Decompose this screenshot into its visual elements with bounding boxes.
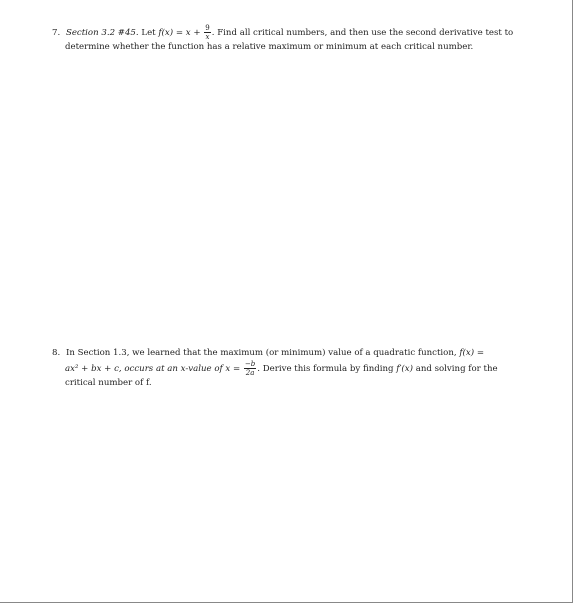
problem-8-derive-text: . Derive this formula by finding [257, 364, 394, 374]
problem-8-function: f(x) = [459, 348, 485, 358]
problem-7-frac-numerator: 9 [205, 24, 210, 32]
problem-7-line-1 [52, 24, 538, 41]
problem-8-line-3: critical number of f. [65, 378, 152, 388]
problem-7-line-2: determine whether the function has a relative maximum or minimum at each critical number. [65, 42, 474, 52]
problem-8-quadratic: ax² + bx + c, occurs at an x-value of [65, 364, 223, 374]
problem-8-number: 8. [52, 348, 61, 358]
problem-7-function: f(x) = x + [158, 28, 201, 38]
problem-8-solving-text: and solving for the [415, 364, 498, 374]
problem-8-derivative: f′(x) [396, 364, 413, 374]
problem-8 [52, 347, 538, 390]
problem-7 [52, 24, 538, 54]
problem-7-frac-denominator: x [205, 33, 210, 41]
problem-8-x-equals: x = [225, 364, 241, 374]
problem-8-line-2 [52, 360, 538, 377]
problem-7-fraction [204, 24, 210, 41]
problem-7-source: Section 3.2 #45. [65, 28, 139, 38]
problem-7-line-1-rest: . Find all critical numbers, and then use the second derivative test to [211, 28, 514, 38]
problem-8-fraction [244, 360, 256, 377]
problem-7-lead: Let [141, 28, 156, 38]
problem-8-line-1 [52, 347, 538, 360]
problem-8-line-1-text: In Section 1.3, we learned that the maximum (or minimum) value of a quadratic function, [65, 348, 457, 358]
problem-7-number: 7. [52, 28, 61, 38]
problem-8-frac-denominator: 2a [245, 369, 255, 377]
problem-8-frac-numerator: −b [244, 360, 256, 368]
